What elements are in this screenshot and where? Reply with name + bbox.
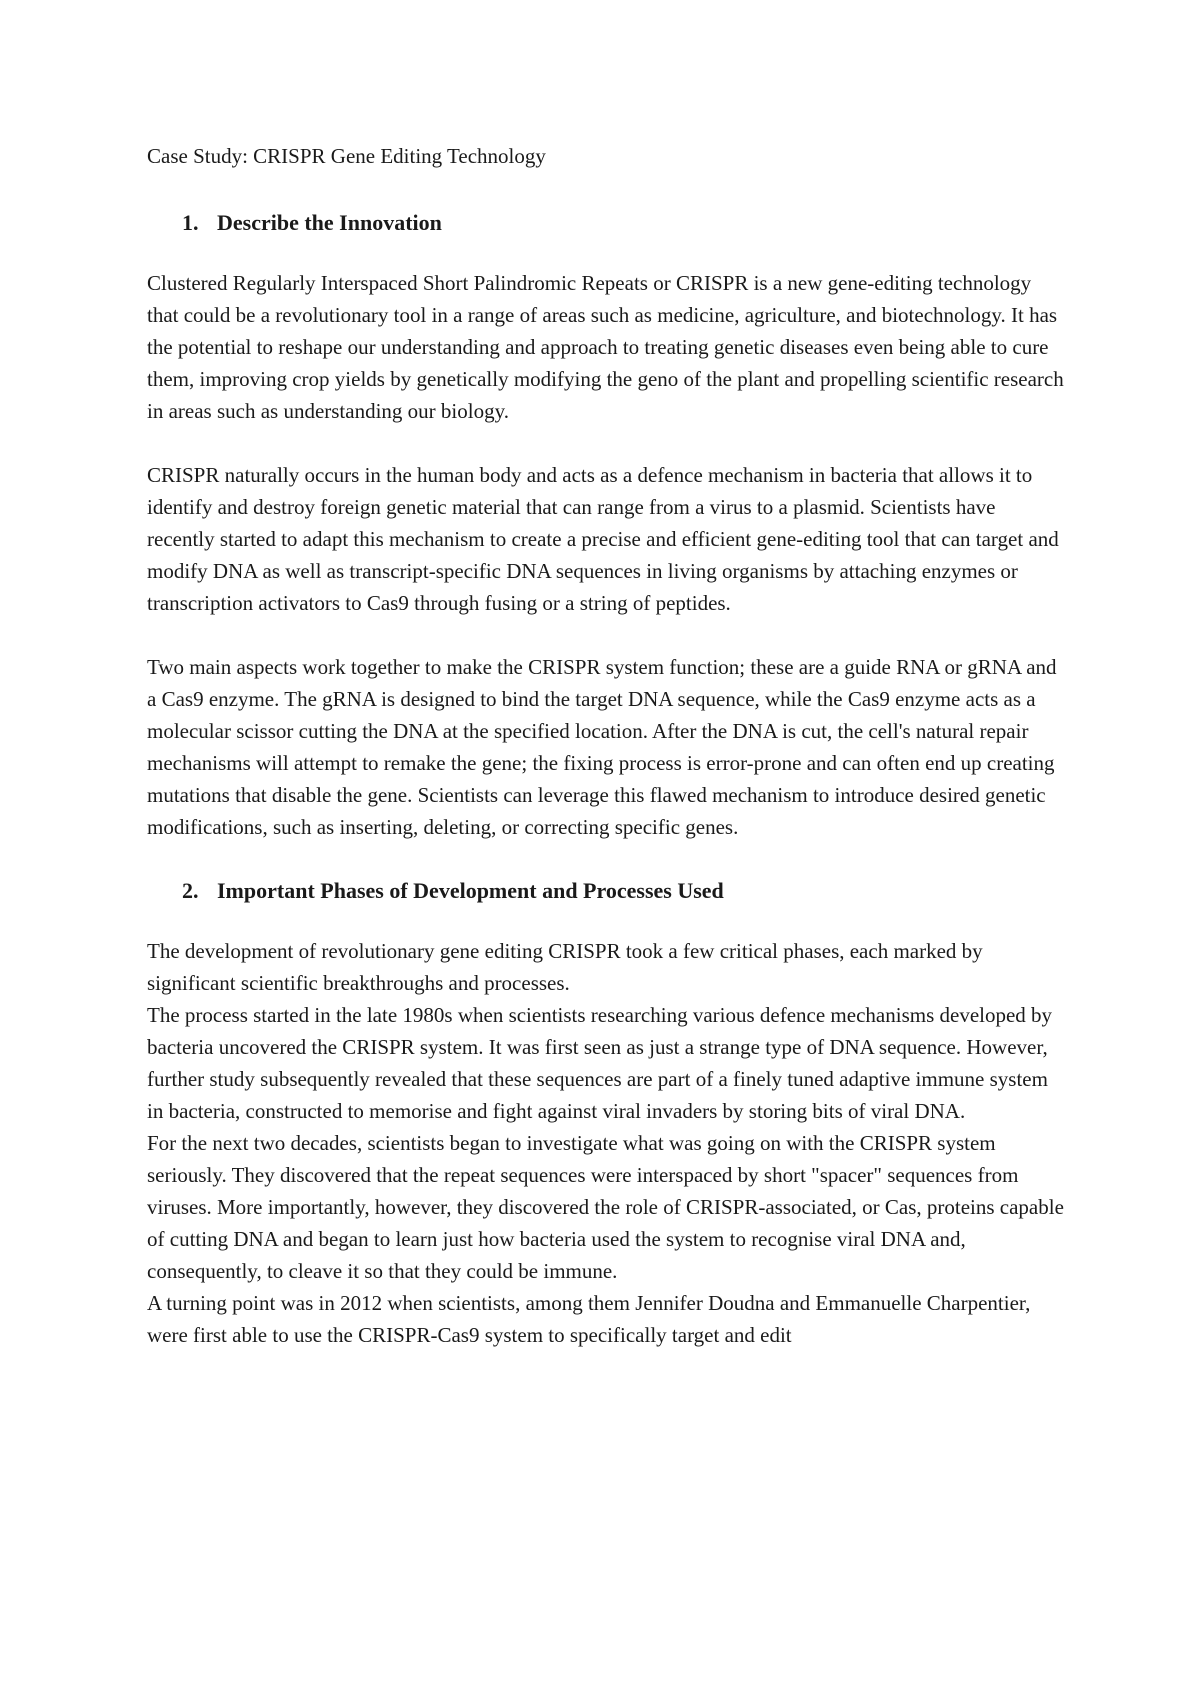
section-2-paragraph-2: The process started in the late 1980s when scientists researching various defence mechanisms developed by bacteria uncovered the CRISPR system. It was first seen as just a strange type of DNA sequence. However, further study subsequently revealed that these sequences are part of a finely tuned adaptive immune system in bacteria, constructed to memorise and fight against viral invaders by storing bits of viral DNA.: [147, 1003, 1053, 1123]
section-2-paragraph-4: A turning point was in 2012 when scientists, among them Jennifer Doudna and Emmanuelle Charpentier, were first able to use the CRISPR-Cas9 system to specifically target and edit: [147, 1291, 1031, 1347]
section-1-paragraph-3: Two main aspects work together to make the CRISPR system function; these are a guide RNA or gRNA and a Cas9 enzyme. The gRNA is designed to bind the target DNA sequence, while the Cas9 enzyme acts as a molecular scissor cutting the DNA at the specified location. After the DNA is cut, the cell's natural repair mechanisms will attempt to remake the gene; the fixing process is error-prone and can often end up creating mutations that disable the gene. Scientists can leverage this flawed mechanism to introduce desired genetic modifications, such as inserting, deleting, or correcting specific genes.: [147, 655, 1057, 839]
section-2-heading: [147, 875, 1067, 907]
section-1-number: 1.: [182, 210, 199, 235]
section-1-title: Describe the Innovation: [217, 210, 442, 235]
section-1-paragraph-2: CRISPR naturally occurs in the human body and acts as a defence mechanism in bacteria that allows it to identify and destroy foreign genetic material that can range from a virus to a plasmid. Scientists have recently started to adapt this mechanism to create a precise and efficient gene-editing tool that can target and modify DNA as well as transcript-specific DNA sequences in living organisms by attaching enzymes or transcription activators to Cas9 through fusing or a string of peptides.: [147, 463, 1059, 615]
section-1-heading: [147, 207, 1067, 239]
document-title: Case Study: CRISPR Gene Editing Technology: [147, 144, 546, 168]
section-2-paragraph-1: The development of revolutionary gene editing CRISPR took a few critical phases, each marked by significant scientific breakthroughs and processes.: [147, 939, 983, 995]
section-2-paragraph-3: For the next two decades, scientists began to investigate what was going on with the CRISPR system seriously. They discovered that the repeat sequences were interspaced by short "spacer" sequences from viruses. More importantly, however, they discovered the role of CRISPR-associated, or Cas, proteins capable of cutting DNA and began to learn just how bacteria used the system to recognise viral DNA and, consequently, to cleave it so that they could be immune.: [147, 1131, 1064, 1283]
section-1-paragraph-1: Clustered Regularly Interspaced Short Palindromic Repeats or CRISPR is a new gene-editing technology that could be a revolutionary tool in a range of areas such as medicine, agriculture, and biotechnology. It has the potential to reshape our understanding and approach to treating genetic diseases even being able to cure them, improving crop yields by genetically modifying the geno of the plant and propelling scientific research in areas such as understanding our biology.: [147, 271, 1064, 423]
section-2-title: Important Phases of Development and Processes Used: [217, 878, 724, 903]
section-2-number: 2.: [182, 878, 199, 903]
document-body: [147, 140, 1067, 1351]
